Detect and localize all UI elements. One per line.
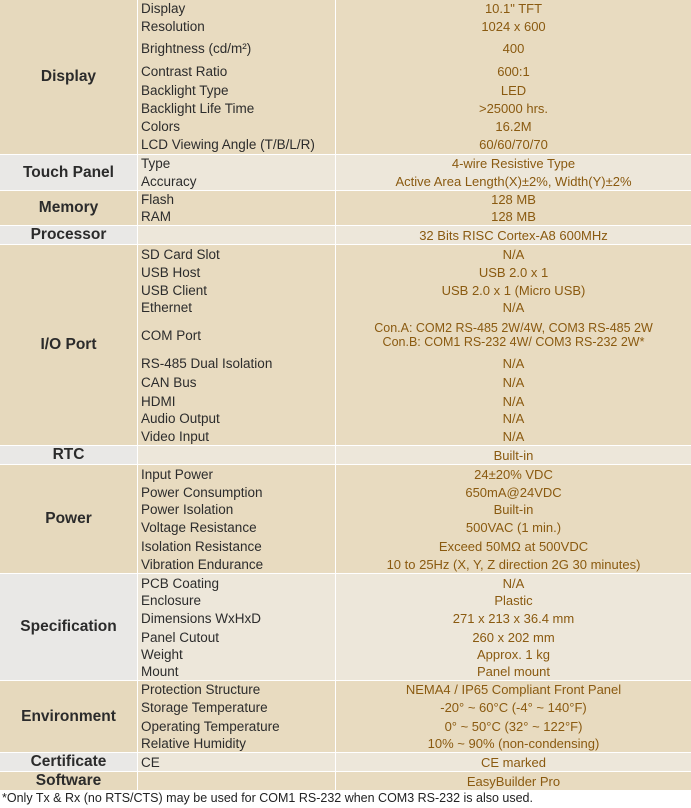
spec-value	[336, 281, 691, 299]
spec-property: Panel Cutout	[138, 628, 335, 646]
spec-value-line: Built-in	[493, 502, 534, 517]
spec-value-line: 0° ~ 50°C (32° ~ 122°F)	[444, 718, 583, 734]
spec-value	[336, 117, 691, 135]
spec-value	[336, 427, 691, 445]
spec-property: Display	[138, 0, 335, 17]
spec-value	[336, 373, 691, 392]
spec-value-line: 600:1	[497, 64, 530, 79]
spec-value-line: 10% ~ 90% (non-condensing)	[427, 736, 600, 751]
spec-value	[336, 698, 691, 717]
spec-value	[336, 81, 691, 99]
spec-value	[336, 555, 691, 573]
category-specification: Specification	[0, 574, 137, 680]
spec-property: Mount	[138, 663, 335, 680]
spec-property: CAN Bus	[138, 373, 335, 392]
spec-property: Backlight Type	[138, 81, 335, 99]
spec-property: Brightness (cd/m²)	[138, 35, 335, 62]
spec-value	[336, 299, 691, 316]
spec-property: RS-485 Dual Isolation	[138, 354, 335, 373]
spec-value	[336, 17, 691, 35]
spec-value	[336, 226, 691, 244]
spec-property	[138, 446, 335, 464]
spec-property: Storage Temperature	[138, 698, 335, 717]
spec-value	[336, 172, 691, 190]
spec-value-line: 4-wire Resistive Type	[451, 156, 576, 171]
spec-property: Vibration Endurance	[138, 555, 335, 573]
spec-value	[336, 245, 691, 263]
spec-value-line: USB 2.0 x 1 (Micro USB)	[441, 282, 586, 298]
spec-value-line: 10.1" TFT	[484, 1, 543, 16]
spec-property: USB Client	[138, 281, 335, 299]
spec-value-line: CE marked	[480, 754, 547, 770]
category-software: Software	[0, 772, 137, 790]
spec-value	[336, 35, 691, 62]
spec-value	[336, 392, 691, 410]
spec-value	[336, 446, 691, 464]
spec-value	[336, 0, 691, 17]
spec-value-line: LED	[500, 82, 527, 98]
spec-value-line: 500VAC (1 min.)	[465, 520, 562, 535]
spec-value-line: USB 2.0 x 1	[478, 264, 549, 280]
spec-value-line: 650mA@24VDC	[465, 484, 562, 500]
spec-value-line: 60/60/70/70	[479, 137, 548, 152]
spec-property: Weight	[138, 646, 335, 663]
spec-property: Accuracy	[138, 172, 335, 190]
spec-value	[336, 354, 691, 373]
spec-property: Contrast Ratio	[138, 62, 335, 81]
spec-value	[336, 191, 691, 208]
spec-property: COM Port	[138, 316, 335, 354]
spec-value	[336, 537, 691, 555]
spec-value-line: 32 Bits RISC Cortex-A8 600MHz	[419, 227, 608, 243]
spec-value	[336, 646, 691, 663]
spec-value	[336, 753, 691, 771]
spec-value-line: Active Area Length(X)±2%, Width(Y)±2%	[395, 173, 632, 189]
spec-property: USB Host	[138, 263, 335, 281]
category-touch-panel: Touch Panel	[0, 155, 137, 190]
spec-value	[336, 609, 691, 628]
spec-value	[336, 99, 691, 117]
spec-property	[138, 226, 335, 244]
spec-value-line: N/A	[502, 393, 525, 409]
spec-value	[336, 62, 691, 81]
footnote: *Only Tx & Rx (no RTS/CTS) may be used for COM1 RS-232 when COM3 RS-232 is also used.	[2, 791, 533, 805]
spec-value-line: 260 x 202 mm	[472, 629, 555, 645]
spec-value-line: 16.2M	[495, 118, 532, 134]
spec-value	[336, 628, 691, 646]
spec-value-line: 10 to 25Hz (X, Y, Z direction 2G 30 minutes)	[386, 556, 641, 572]
spec-value	[336, 772, 691, 790]
spec-value-line: -20° ~ 60°C (-4° ~ 140°F)	[440, 700, 587, 715]
spec-property: Relative Humidity	[138, 735, 335, 752]
spec-value-line: 271 x 213 x 36.4 mm	[452, 611, 575, 626]
spec-value-line: N/A	[502, 356, 525, 371]
spec-value-line: Con.B: COM1 RS-232 4W/ COM3 RS-232 2W*	[382, 335, 645, 349]
category-power: Power	[0, 465, 137, 573]
spec-value	[336, 681, 691, 698]
spec-property: Video Input	[138, 427, 335, 445]
category-environment: Environment	[0, 681, 137, 752]
spec-value-line: 1024 x 600	[481, 18, 546, 34]
spec-value-line: Con.A: COM2 RS-485 2W/4W, COM3 RS-485 2W	[374, 321, 653, 335]
category-rtc: RTC	[0, 446, 137, 464]
spec-property: Audio Output	[138, 410, 335, 427]
category-memory: Memory	[0, 191, 137, 225]
spec-value	[336, 465, 691, 483]
spec-property: Protection Structure	[138, 681, 335, 698]
spec-value-line: Built-in	[493, 447, 534, 463]
spec-value-line: >25000 hrs.	[478, 100, 549, 116]
spec-value-line: 400	[502, 41, 525, 56]
spec-property: Resolution	[138, 17, 335, 35]
spec-property: PCB Coating	[138, 574, 335, 592]
spec-value-line: Plastic	[494, 593, 533, 608]
spec-value	[336, 316, 691, 354]
spec-property: Flash	[138, 191, 335, 208]
category-display: Display	[0, 0, 137, 154]
spec-value-line: Panel mount	[477, 664, 550, 679]
spec-value	[336, 518, 691, 537]
spec-value	[336, 263, 691, 281]
spec-value	[336, 208, 691, 225]
spec-value-line: 128 MB	[491, 209, 536, 224]
spec-value	[336, 592, 691, 609]
spec-value-line: Exceed 50MΩ at 500VDC	[438, 538, 589, 554]
spec-value	[336, 574, 691, 592]
spec-property: Type	[138, 155, 335, 172]
spec-property: Ethernet	[138, 299, 335, 316]
spec-property: Power Isolation	[138, 501, 335, 518]
spec-value	[336, 501, 691, 518]
spec-value	[336, 135, 691, 154]
spec-value	[336, 663, 691, 680]
spec-value-line: Approx. 1 kg	[477, 647, 550, 662]
spec-value-line: NEMA4 / IP65 Compliant Front Panel	[405, 682, 622, 697]
spec-value-line: N/A	[502, 428, 525, 444]
spec-property: Enclosure	[138, 592, 335, 609]
spec-property: LCD Viewing Angle (T/B/L/R)	[138, 135, 335, 154]
spec-property: Colors	[138, 117, 335, 135]
spec-value	[336, 735, 691, 752]
spec-value	[336, 155, 691, 172]
spec-value	[336, 717, 691, 735]
spec-property: CE	[138, 753, 335, 771]
category-processor: Processor	[0, 226, 137, 244]
spec-value	[336, 410, 691, 427]
spec-value-line: N/A	[502, 375, 525, 390]
spec-property: Backlight Life Time	[138, 99, 335, 117]
spec-property: Input Power	[138, 465, 335, 483]
spec-value-line: 128 MB	[491, 192, 536, 207]
spec-property: Dimensions WxHxD	[138, 609, 335, 628]
spec-value-line: N/A	[502, 411, 525, 426]
spec-property: Voltage Resistance	[138, 518, 335, 537]
category-i-o-port: I/O Port	[0, 245, 137, 445]
spec-property: Isolation Resistance	[138, 537, 335, 555]
spec-value-line: N/A	[502, 246, 525, 262]
spec-property: Operating Temperature	[138, 717, 335, 735]
spec-value-line: 24±20% VDC	[474, 466, 553, 482]
spec-value-line: N/A	[502, 300, 525, 315]
spec-property: Power Consumption	[138, 483, 335, 501]
spec-property: HDMI	[138, 392, 335, 410]
spec-value-line: N/A	[502, 575, 525, 591]
spec-value-line: EasyBuilder Pro	[466, 773, 561, 789]
category-certificate: Certificate	[0, 753, 137, 771]
spec-property: RAM	[138, 208, 335, 225]
spec-property	[138, 772, 335, 790]
spec-value	[336, 483, 691, 501]
spec-property: SD Card Slot	[138, 245, 335, 263]
